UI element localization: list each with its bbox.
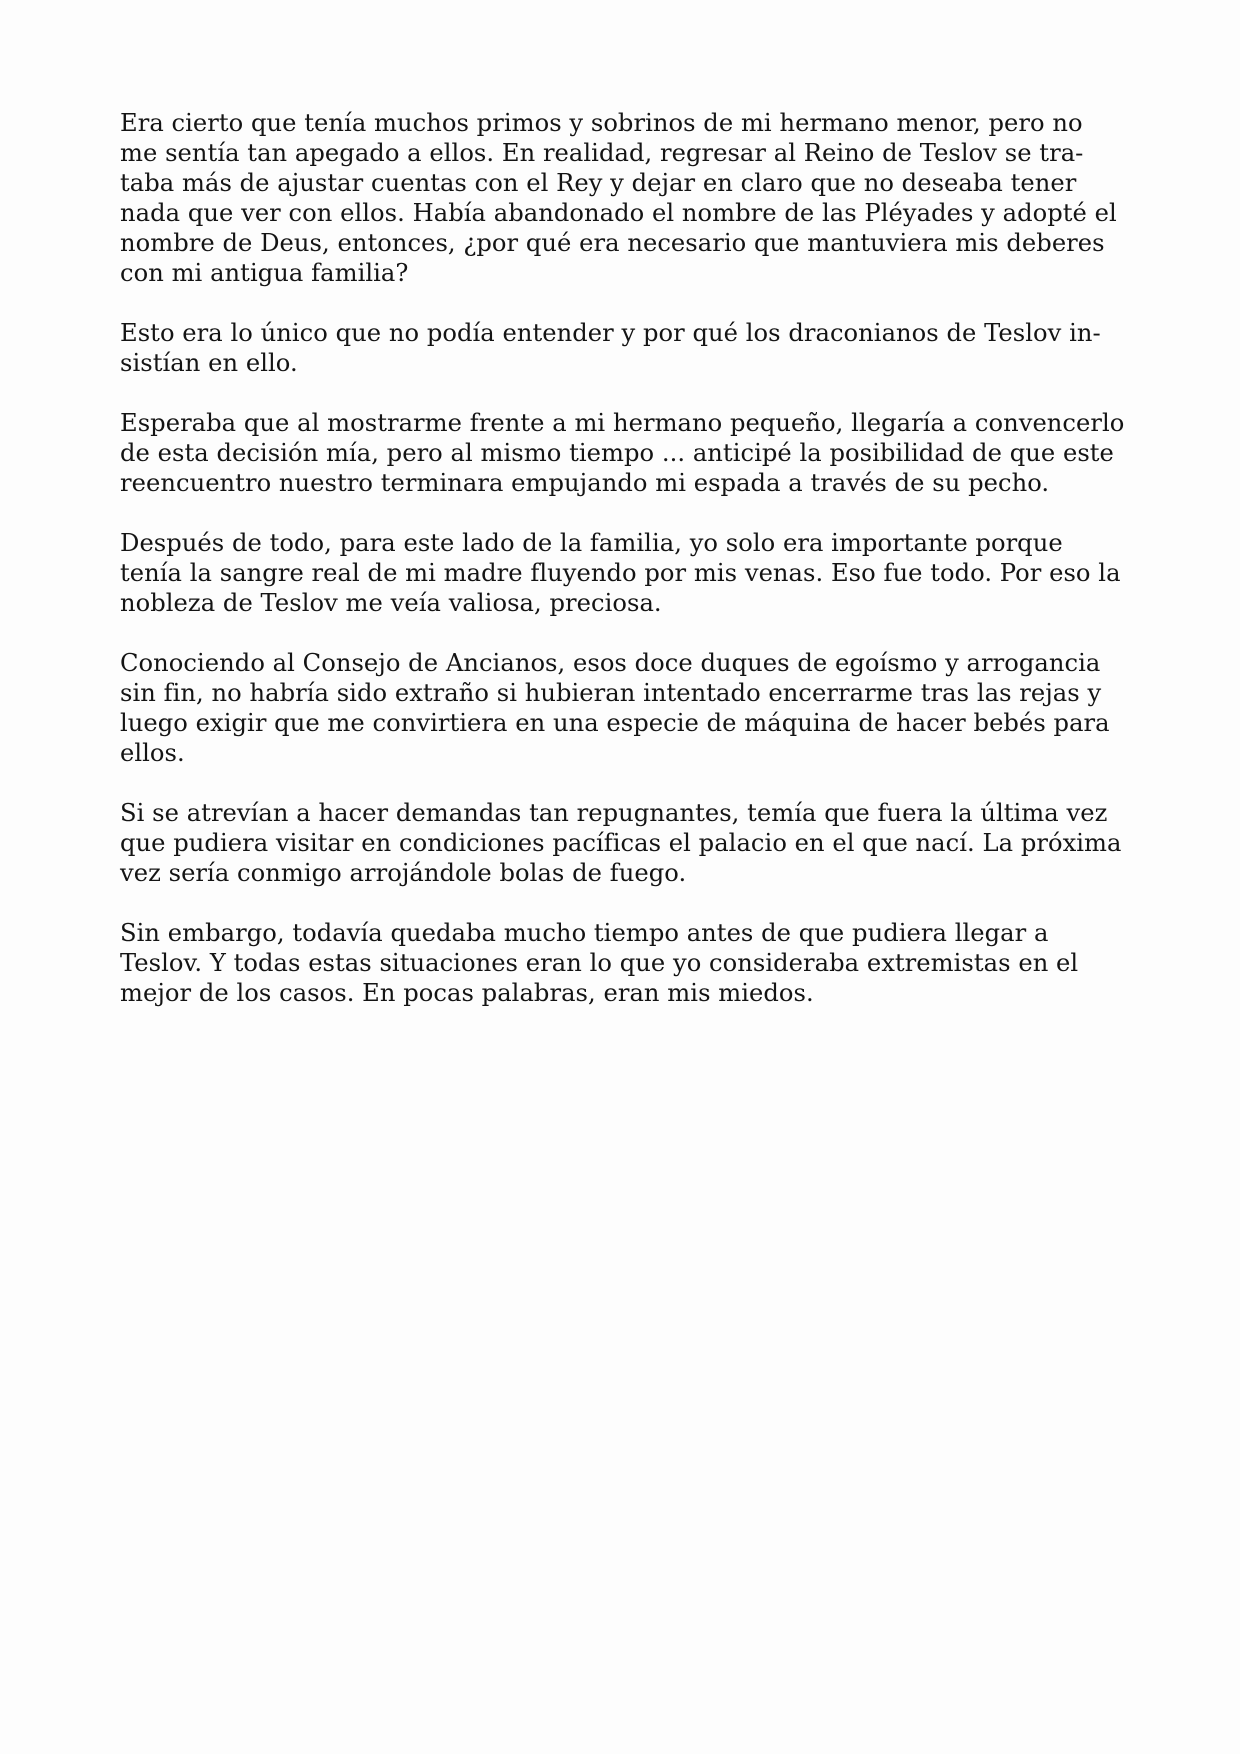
paragraph-7 <box>120 918 1120 1008</box>
text-line: sin fin, no habría sido extraño si hubieran intentado encerrarme tras las rejas y <box>120 679 1102 707</box>
text-line: mejor de los casos. En pocas palabras, eran mis miedos. <box>120 979 814 1007</box>
paragraph-3 <box>120 408 1125 498</box>
text-line: tenía la sangre real de mi madre fluyendo por mis venas. Eso fue todo. Por eso la <box>120 559 1121 587</box>
text-line: Esperaba que al mostrarme frente a mi hermano pequeño, llegaría a convencerlo <box>120 409 1125 437</box>
document-page <box>120 108 1125 1038</box>
paragraph-4 <box>120 528 1120 618</box>
text-line: me sentía tan apegado a ellos. En realidad, regresar al Reino de Teslov se tra- <box>120 139 1084 167</box>
text-line: Esto era lo único que no podía entender y por qué los draconianos de Teslov in- <box>120 319 1101 347</box>
text-line: reencuentro nuestro terminara empujando mi espada a través de su pecho. <box>120 469 1050 497</box>
text-line: taba más de ajustar cuentas con el Rey y dejar en claro que no deseaba tener <box>120 169 1077 197</box>
text-line: con mi antigua familia? <box>120 259 409 287</box>
paragraph-6 <box>120 798 1120 888</box>
text-line: de esta decisión mía, pero al mismo tiempo ... anticipé la posibilidad de que este <box>120 439 1114 467</box>
paragraph-1 <box>120 108 1120 288</box>
text-line: sistían en ello. <box>120 349 298 377</box>
text-line: Conociendo al Consejo de Ancianos, esos doce duques de egoísmo y arrogancia <box>120 649 1101 677</box>
text-line: luego exigir que me convirtiera en una especie de máquina de hacer bebés para <box>120 709 1110 737</box>
text-line: Si se atrevían a hacer demandas tan repugnantes, temía que fuera la última vez <box>120 799 1108 827</box>
text-line: que pudiera visitar en condiciones pacíficas el palacio en el que nací. La próxima <box>120 829 1122 857</box>
text-line: nada que ver con ellos. Había abandonado el nombre de las Pléyades y adopté el <box>120 199 1117 227</box>
text-line: nombre de Deus, entonces, ¿por qué era necesario que mantuviera mis deberes <box>120 229 1105 257</box>
text-line: Era cierto que tenía muchos primos y sobrinos de mi hermano menor, pero no <box>120 109 1083 137</box>
text-line: vez sería conmigo arrojándole bolas de fuego. <box>120 859 687 887</box>
text-line: Sin embargo, todavía quedaba mucho tiempo antes de que pudiera llegar a <box>120 919 1049 947</box>
text-line: ellos. <box>120 739 185 767</box>
text-line: Teslov. Y todas estas situaciones eran lo que yo consideraba extremistas en el <box>120 949 1079 977</box>
paragraph-2 <box>120 318 1120 378</box>
text-line: Después de todo, para este lado de la familia, yo solo era importante porque <box>120 529 1063 557</box>
paragraph-5 <box>120 648 1120 768</box>
text-line: nobleza de Teslov me veía valiosa, preciosa. <box>120 589 662 617</box>
